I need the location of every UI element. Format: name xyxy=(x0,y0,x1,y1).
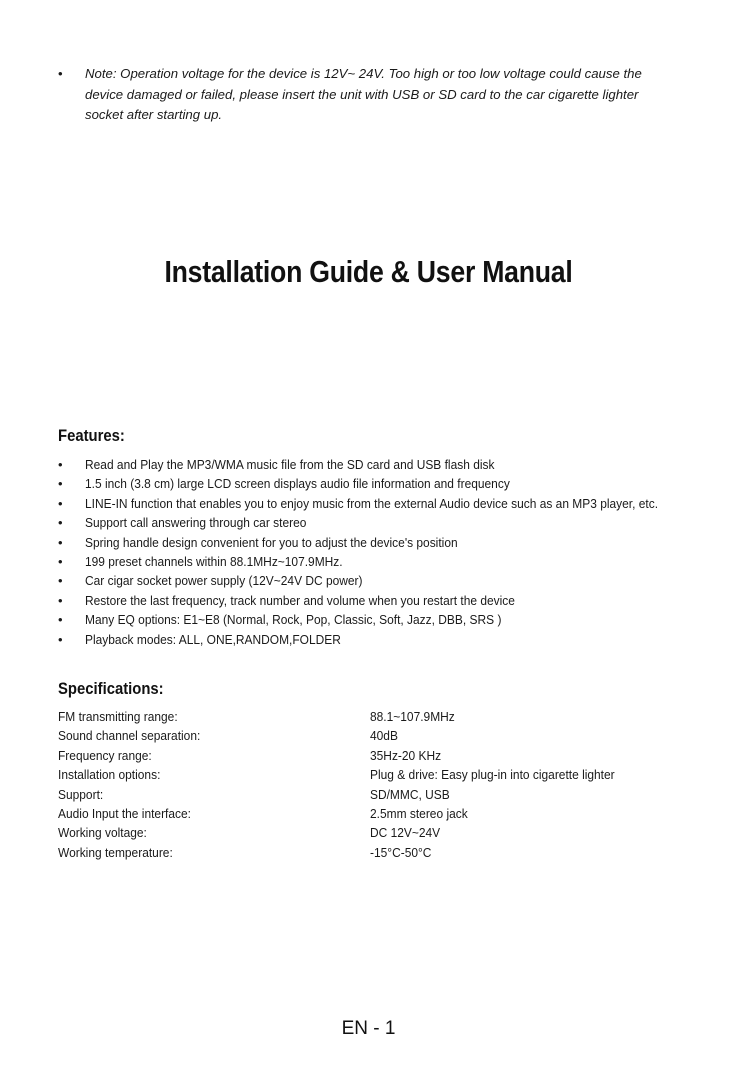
list-item xyxy=(58,571,698,590)
bullet: • xyxy=(58,554,63,570)
list-item xyxy=(58,552,698,571)
bullet: • xyxy=(58,573,63,589)
table-row xyxy=(58,804,698,823)
feature-text: Spring handle design convenient for you to adjust the device's position xyxy=(85,534,458,550)
feature-text: LINE-IN function that enables you to enjoy music from the external Audio device such as an MP3 player, etc. xyxy=(85,495,659,511)
spec-label: Sound channel separation: xyxy=(58,728,201,744)
specifications-heading: Specifications: xyxy=(58,680,164,698)
spec-value: 88.1~107.9MHz xyxy=(370,709,455,724)
features-list xyxy=(58,455,698,649)
table-row xyxy=(58,785,698,804)
list-item xyxy=(58,591,698,610)
feature-text: Many EQ options: E1~E8 (Normal, Rock, Pop, Classic, Soft, Jazz, DBB, SRS ) xyxy=(85,612,502,628)
table-row xyxy=(58,726,698,745)
feature-text: Read and Play the MP3/WMA music file from the SD card and USB flash disk xyxy=(85,457,495,472)
spec-label: Support: xyxy=(58,786,104,802)
note-text: Note: Operation voltage for the device is 12V~ 24V. Too high or too low voltage could cause the device damaged or failed, please insert the unit with USB or SD card to the car cigarette lighter socket after starting up. xyxy=(85,66,642,122)
spec-value: SD/MMC, USB xyxy=(370,786,450,802)
table-row xyxy=(58,823,698,842)
table-row xyxy=(58,765,698,784)
page-number: EN - 1 xyxy=(341,1018,396,1039)
list-item xyxy=(58,630,698,649)
list-item xyxy=(58,474,698,493)
feature-text: 199 preset channels within 88.1MHz~107.9MHz. xyxy=(85,554,343,570)
operation-voltage-note xyxy=(58,64,678,126)
spec-label: Working temperature: xyxy=(58,844,173,860)
spec-value: DC 12V~24V xyxy=(370,825,441,841)
note-bullet: • xyxy=(58,66,63,81)
spec-value: 35Hz-20 KHz xyxy=(370,747,442,763)
feature-text: Restore the last frequency, track number and volume when you restart the device xyxy=(85,592,515,608)
list-item xyxy=(58,513,698,532)
list-item xyxy=(58,455,698,474)
spec-label: Audio Input the interface: xyxy=(58,806,191,822)
bullet: • xyxy=(58,457,63,472)
spec-value: 40dB xyxy=(370,728,398,744)
table-row xyxy=(58,746,698,765)
spec-label: Frequency range: xyxy=(58,747,152,763)
features-heading: Features: xyxy=(58,427,125,445)
bullet: • xyxy=(58,476,63,492)
spec-value: Plug & drive: Easy plug-in into cigarette lighter xyxy=(370,767,615,783)
bullet: • xyxy=(58,495,63,511)
specifications-table xyxy=(58,707,698,862)
spec-label: Working voltage: xyxy=(58,825,147,841)
feature-text: 1.5 inch (3.8 cm) large LCD screen displays audio file information and frequency xyxy=(85,476,510,492)
table-row xyxy=(58,843,698,862)
list-item xyxy=(58,533,698,552)
bullet: • xyxy=(58,515,63,531)
feature-text: Playback modes: ALL, ONE,RANDOM,FOLDER xyxy=(85,631,341,647)
bullet: • xyxy=(58,592,63,608)
spec-label: Installation options: xyxy=(58,767,161,783)
list-item xyxy=(58,494,698,513)
bullet: • xyxy=(58,631,63,647)
page-title: Installation Guide & User Manual xyxy=(164,254,573,289)
spec-value: -15°C-50°C xyxy=(370,844,432,860)
table-row xyxy=(58,707,698,726)
bullet: • xyxy=(58,534,63,550)
bullet: • xyxy=(58,612,63,628)
spec-value: 2.5mm stereo jack xyxy=(370,806,468,822)
list-item xyxy=(58,610,698,629)
feature-text: Car cigar socket power supply (12V~24V DC power) xyxy=(85,573,363,589)
feature-text: Support call answering through car stereo xyxy=(85,515,307,531)
spec-label: FM transmitting range: xyxy=(58,709,178,724)
